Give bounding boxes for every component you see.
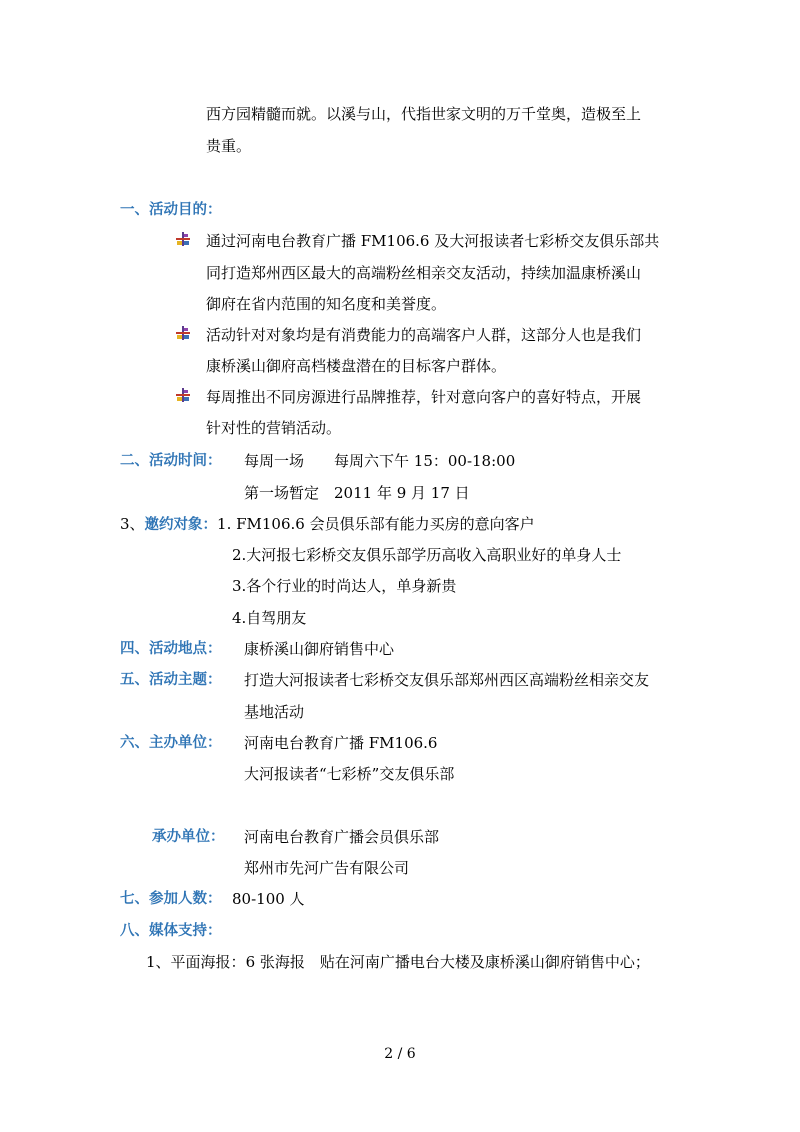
intro-line-2: 贵重。 bbox=[206, 137, 252, 155]
heading-participants: 七、参加人数： bbox=[120, 891, 222, 907]
purpose-b3-line2: 针对性的营销活动。 bbox=[206, 419, 342, 437]
intro-line-1: 西方园精髓而就。以溪与山，代指世家文明的万千堂奥，造极至上 bbox=[206, 105, 642, 123]
organizer-line-1: 河南电台教育广播 FM106.6 bbox=[244, 734, 438, 752]
invitee-item-4: 4.自驾朋友 bbox=[232, 609, 307, 627]
heading-organizer: 六、主办单位： bbox=[120, 735, 222, 751]
theme-line-2: 基地活动 bbox=[244, 703, 305, 721]
invitee-item-2: 2.大河报七彩桥交友俱乐部学历高收入高职业好的单身人士 bbox=[232, 546, 622, 564]
time-line-1: 每周一场 每周六下午 15：00-18:00 bbox=[244, 452, 516, 470]
co-organizer-line-1: 河南电台教育广播会员俱乐部 bbox=[244, 828, 440, 846]
colorful-bullet-icon bbox=[176, 326, 190, 340]
media-item-1-label: 平面海报： bbox=[170, 953, 246, 971]
heading-co-organizer: 承办单位： bbox=[152, 829, 225, 845]
purpose-b2-line2: 康桥溪山御府高档楼盘潜在的目标客户群体。 bbox=[206, 357, 507, 375]
invitees-prefix: 3、 bbox=[120, 515, 145, 533]
purpose-b1-line2: 同打造郑州西区最大的高端粉丝相亲交友活动，持续加温康桥溪山 bbox=[206, 264, 642, 282]
participants-text: 80-100 人 bbox=[232, 890, 305, 908]
invitee-item-3: 3.各个行业的时尚达人，单身新贵 bbox=[232, 577, 457, 595]
heading-theme: 五、活动主题： bbox=[120, 672, 222, 688]
purpose-b1-line1: 通过河南电台教育广播 FM106.6 及大河报读者七彩桥交友俱乐部共 bbox=[206, 232, 660, 250]
purpose-b3-line1: 每周推出不同房源进行品牌推荐，针对意向客户的喜好特点，开展 bbox=[206, 388, 642, 406]
page-number: 2 / 6 bbox=[384, 1046, 416, 1062]
heading-media: 八、媒体支持： bbox=[120, 923, 222, 939]
co-organizer-line-2: 郑州市先河广告有限公司 bbox=[244, 859, 410, 877]
media-item-1 bbox=[146, 952, 650, 972]
colorful-bullet-icon bbox=[176, 232, 190, 246]
time-line-2: 第一场暂定 2011 年 9 月 17 日 bbox=[244, 484, 470, 502]
purpose-b2-line1: 活动针对对象均是有消费能力的高端客户人群，这部分人也是我们 bbox=[206, 326, 642, 344]
heading-invitees: 邀约对象： bbox=[144, 517, 218, 533]
location-text: 康桥溪山御府销售中心 bbox=[244, 640, 395, 658]
media-item-1-prefix: 1、 bbox=[146, 953, 171, 971]
colorful-bullet-icon bbox=[176, 388, 190, 402]
theme-line-1: 打造大河报读者七彩桥交友俱乐部郑州西区高端粉丝相亲交友 bbox=[244, 671, 650, 689]
invitees-row bbox=[120, 514, 535, 535]
purpose-b1-line3: 御府在省内范围的知名度和美誉度。 bbox=[206, 295, 447, 313]
media-item-1-text: 6 张海报 贴在河南广播电台大楼及康桥溪山御府销售中心； bbox=[245, 953, 650, 971]
heading-location: 四、活动地点： bbox=[120, 641, 222, 657]
invitee-item-1: 1. FM106.6 会员俱乐部有能力买房的意向客户 bbox=[217, 515, 535, 533]
heading-time: 二、活动时间： bbox=[120, 453, 222, 469]
heading-purpose: 一、活动目的： bbox=[120, 202, 222, 218]
organizer-line-2: 大河报读者“七彩桥”交友俱乐部 bbox=[244, 765, 455, 783]
